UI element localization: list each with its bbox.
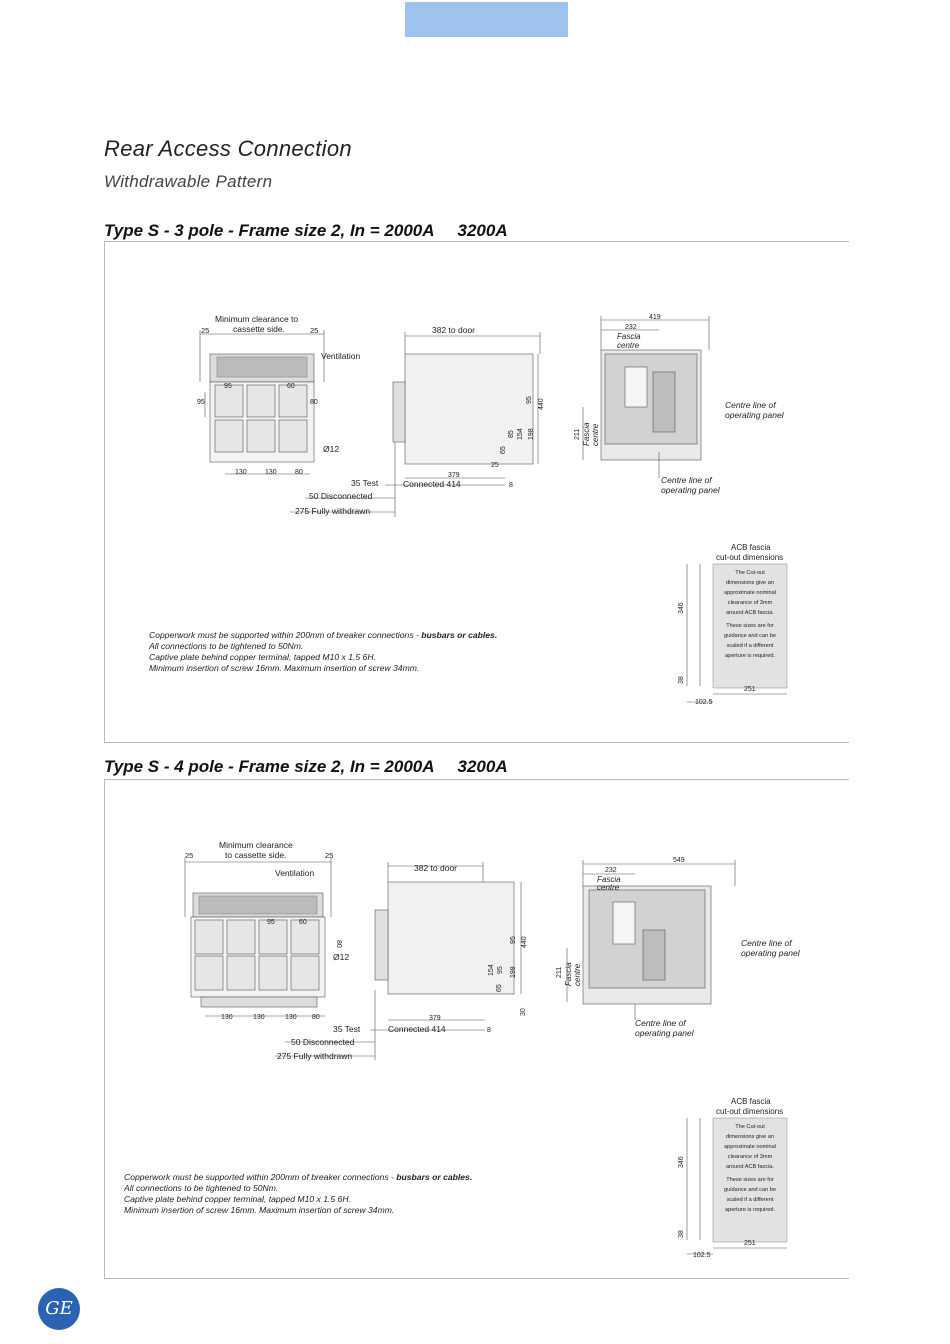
fascia-centre-top-1: Fascia	[617, 332, 641, 341]
min-clearance-label-1: Minimum clearance to	[215, 314, 299, 324]
dim-95-side: 95	[526, 396, 533, 404]
dim-25-left: 25	[201, 326, 210, 335]
cutout-text-line: clearance of 3mm	[727, 600, 773, 606]
dim-251: 251	[744, 686, 756, 693]
notes-4-pole	[124, 1172, 472, 1216]
fascia-centre-top-2: centre	[597, 883, 620, 892]
header-tab	[405, 2, 568, 37]
dim-379: 379	[448, 472, 460, 479]
dim-379: 379	[429, 1015, 441, 1022]
centre-line-right-1: Centre line of	[741, 938, 792, 948]
dim-8: 8	[509, 482, 513, 489]
dim-102-5: 102.5	[695, 699, 713, 706]
note-line: All connections to be tightened to 50Nm.	[124, 1183, 279, 1193]
dim-25-left: 25	[185, 851, 194, 860]
dim-95: 95	[267, 919, 275, 926]
connected-label: Connected 414	[388, 1024, 446, 1034]
dim-232: 232	[605, 867, 617, 874]
note-line: Captive plate behind copper terminal, tapped M10 x 1.5 6H.	[149, 652, 376, 662]
ventilation-label: Ventilation	[275, 868, 315, 878]
ge-logo: GE	[38, 1288, 80, 1330]
dim-65: 65	[500, 446, 507, 454]
cutout-text-line: around ACB fascia.	[726, 1164, 774, 1170]
fascia-centre-side-1: Fascia	[564, 962, 573, 986]
connected-label: Connected 414	[403, 479, 461, 489]
cutout-text-line: scaled if a different	[726, 1197, 774, 1203]
dia-label: Ø12	[323, 444, 340, 454]
fascia-centre-side-2: centre	[573, 963, 582, 986]
fascia-centre-top-1: Fascia	[597, 875, 621, 884]
disconnected-label: 50 Disconnected	[291, 1037, 355, 1047]
dim-130-a: 130	[235, 469, 247, 476]
cutout-text-line: The Cut-out	[735, 1124, 765, 1130]
note-line: Captive plate behind copper terminal, tapped M10 x 1.5 6H.	[124, 1194, 351, 1204]
notes-3-pole	[149, 630, 497, 674]
disconnected-label: 50 Disconnected	[309, 491, 373, 501]
dim-154: 154	[488, 964, 495, 976]
section-heading-3-pole: Type S - 3 pole - Frame size 2, In = 2000A 3200A	[104, 221, 508, 240]
dim-80-vertical: 80	[310, 399, 318, 406]
dim-130-b: 130	[265, 469, 277, 476]
dim-198: 198	[510, 966, 517, 978]
centre-line-bottom-2: operating panel	[661, 485, 720, 495]
note-line: Minimum insertion of screw 16mm. Maximum insertion of screw 34mm.	[124, 1205, 395, 1215]
dim-25-right: 25	[325, 851, 334, 860]
dim-102-5: 102.5	[693, 1252, 711, 1259]
dim-8: 8	[487, 1027, 491, 1034]
note-line: Minimum insertion of screw 16mm. Maximum insertion of screw 34mm.	[149, 663, 420, 673]
cutout-text-line: dimensions give an	[726, 1134, 774, 1140]
dim-95-side: 95	[510, 936, 517, 944]
cutout-title-1: ACB fascia	[731, 543, 771, 552]
dim-198: 198	[528, 428, 535, 440]
dim-211: 211	[556, 966, 563, 978]
cutout-text-line: guidance and can be	[724, 1187, 776, 1193]
dim-211: 211	[574, 428, 581, 440]
drawing-panel-4-pole	[104, 779, 849, 1279]
ventilation-label: Ventilation	[321, 351, 361, 361]
dim-130-a: 130	[221, 1014, 233, 1021]
cutout-text-line: clearance of 3mm	[727, 1154, 773, 1160]
page-title: Rear Access Connection	[104, 136, 352, 161]
fascia-centre-side-1: Fascia	[582, 422, 591, 446]
dim-30: 30	[520, 1008, 527, 1016]
drawing-panel-3-pole	[104, 241, 849, 743]
cutout-text-line: approximate nominal	[724, 590, 776, 596]
dim-38: 38	[678, 1230, 685, 1238]
test-label: 35 Test	[351, 478, 379, 488]
cutout-text-line: approximate nominal	[724, 1144, 776, 1150]
centre-line-bottom-2: operating panel	[635, 1028, 694, 1038]
dim-346: 346	[678, 1156, 685, 1168]
cutout-text-line: These sizes are for	[726, 1177, 774, 1183]
centre-line-bottom-1: Centre line of	[635, 1018, 686, 1028]
note-line: All connections to be tightened to 50Nm.	[149, 641, 304, 651]
dim-80: 80	[312, 1014, 320, 1021]
dim-95-vertical: 95	[197, 399, 205, 406]
centre-line-bottom-1: Centre line of	[661, 475, 712, 485]
dim-130-b: 130	[253, 1014, 265, 1021]
min-clearance-label-2: to cassette side.	[225, 850, 287, 860]
centre-line-right-1: Centre line of	[725, 400, 776, 410]
dim-251: 251	[744, 1240, 756, 1247]
dim-25-side: 25	[491, 462, 499, 469]
dim-38: 38	[678, 676, 685, 684]
min-clearance-label-2: cassette side.	[233, 324, 285, 334]
cutout-text-line: aperture is required.	[724, 1207, 776, 1213]
fascia-centre-side-2: centre	[591, 423, 600, 446]
min-clearance-label-1: Minimum clearance	[219, 840, 293, 850]
dim-130-c: 130	[285, 1014, 297, 1021]
withdrawn-label: 275 Fully withdrawn	[295, 506, 371, 516]
dim-95-lower: 95	[497, 966, 504, 974]
dim-95: 95	[224, 383, 232, 390]
dim-60: 60	[299, 919, 307, 926]
cutout-title-2: cut-out dimensions	[716, 1107, 784, 1116]
cutout-text-line: around ACB fascia.	[726, 610, 774, 616]
dia-label: Ø12	[333, 952, 350, 962]
cutout-text-line: These sizes are for	[726, 623, 774, 629]
dim-154: 154	[517, 428, 524, 440]
dim-549: 549	[673, 857, 685, 864]
dim-232: 232	[625, 324, 637, 331]
cutout-text-line: dimensions give an	[726, 580, 774, 586]
page-subtitle: Withdrawable Pattern	[104, 172, 273, 191]
cutout-title-2: cut-out dimensions	[716, 553, 784, 562]
section-heading-4-pole: Type S - 4 pole - Frame size 2, In = 2000A 3200A	[104, 757, 508, 776]
cutout-text-line: scaled if a different	[726, 643, 774, 649]
centre-line-right-2: operating panel	[741, 948, 800, 958]
dim-346: 346	[678, 602, 685, 614]
cutout-text-line: guidance and can be	[724, 633, 776, 639]
withdrawn-label: 275 Fully withdrawn	[277, 1051, 353, 1061]
dim-65: 65	[496, 984, 503, 992]
dim-85: 85	[508, 430, 515, 438]
dim-80-vertical: 80	[335, 940, 342, 948]
dim-60: 60	[287, 383, 295, 390]
note-line: Copperwork must be supported within 200mm of breaker connections - busbars or cables.	[124, 1172, 473, 1182]
fascia-centre-top-2: centre	[617, 341, 640, 350]
dim-80: 80	[295, 469, 303, 476]
dim-419: 419	[649, 314, 661, 321]
cutout-title-1: ACB fascia	[731, 1097, 771, 1106]
dim-440: 440	[521, 936, 528, 948]
dim-440: 440	[538, 398, 545, 410]
test-label: 35 Test	[333, 1024, 361, 1034]
cutout-text-line: The Cut-out	[735, 570, 765, 576]
centre-line-right-2: operating panel	[725, 410, 784, 420]
cutout-text-line: aperture is required.	[724, 653, 776, 659]
to-door-label: 382 to door	[414, 863, 458, 873]
note-line: Copperwork must be supported within 200mm of breaker connections - busbars or cables.	[149, 630, 498, 640]
to-door-label: 382 to door	[432, 325, 476, 335]
dim-25-right: 25	[310, 326, 319, 335]
